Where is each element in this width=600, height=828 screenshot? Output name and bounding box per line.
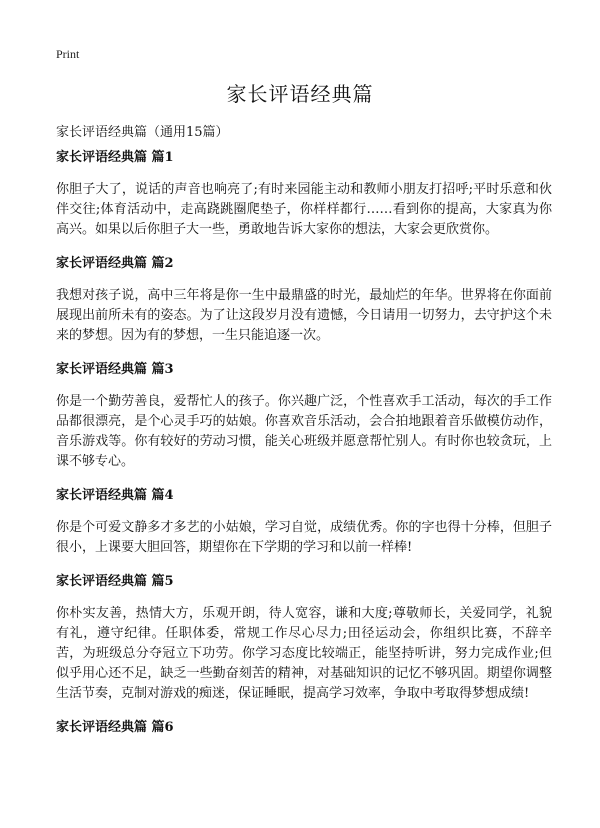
section-6: [56, 720, 552, 736]
section-body: 你胆子大了，说话的声音也响亮了;有时来园能主动和教师小朋友打招呼;平时乐意和伙伴交往;体育活动中，走高跷跳圈爬垫子，你样样都行……看到你的提高，大家真为你高兴。如果以后你胆子大一些，勇敢地告诉大家你的想法，大家会更欣赏你。: [56, 182, 552, 237]
section-body: 你是个可爱文静多才多艺的小姑娘，学习自觉，成绩优秀。你的字也得十分棒，但胆子很小，上课要大胆回答，期望你在下学期的学习和以前一样棒!: [56, 520, 552, 555]
document-title: 家长评语经典篇: [226, 82, 374, 106]
section-heading: 家长评语经典篇 篇3: [56, 362, 174, 377]
section-heading: 家长评语经典篇 篇5: [56, 574, 174, 589]
print-link[interactable]: Print: [56, 47, 80, 61]
section-heading: 家长评语经典篇 篇2: [56, 256, 174, 271]
section-5: [56, 574, 552, 704]
section-4: [56, 488, 552, 558]
section-3: [56, 362, 552, 472]
section-heading: 家长评语经典篇 篇1: [56, 150, 174, 165]
section-1: [56, 150, 552, 240]
sections-container: [56, 150, 552, 752]
section-body: 我想对孩子说，高中三年将是你一生中最鼎盛的时光，最灿烂的年华。世界将在你面前展现出前所未有的姿态。为了让这段岁月没有遗憾，今日请用一切努力，去守护这个未来的梦想。因为有的梦想，一生只能追逐一次。: [56, 288, 552, 343]
section-body: 你朴实友善，热情大方，乐观开朗，待人宽容，谦和大度;尊敬师长，关爱同学，礼貌有礼，遵守纪律。任职体委，常规工作尽心尽力;田径运动会，你组织比赛，不辞辛苦，为班级总分夺冠立下功劳。你学习态度比较端正，能坚持听讲，努力完成作业;但似乎用心还不足，缺乏一些勤奋刻苦的精神，对基础知识的记忆不够巩固。期望你调整生活节奏，克制对游戏的痴迷，保证睡眠，提高学习效率，争取中考取得梦想成绩!: [56, 606, 552, 701]
section-body: 你是一个勤劳善良，爱帮忙人的孩子。你兴趣广泛，个性喜欢手工活动，每次的手工作品都很漂亮，是个心灵手巧的姑娘。你喜欢音乐活动，会合拍地跟着音乐做模仿动作，音乐游戏等。你有较好的劳动习惯，能关心班级并愿意帮忙别人。有时你也较贪玩，上课不够专心。: [56, 394, 552, 469]
section-2: [56, 256, 552, 346]
section-heading: 家长评语经典篇 篇4: [56, 488, 174, 503]
document-subtitle: 家长评语经典篇（通用15篇）: [56, 125, 229, 140]
section-heading: 家长评语经典篇 篇6: [56, 720, 174, 735]
